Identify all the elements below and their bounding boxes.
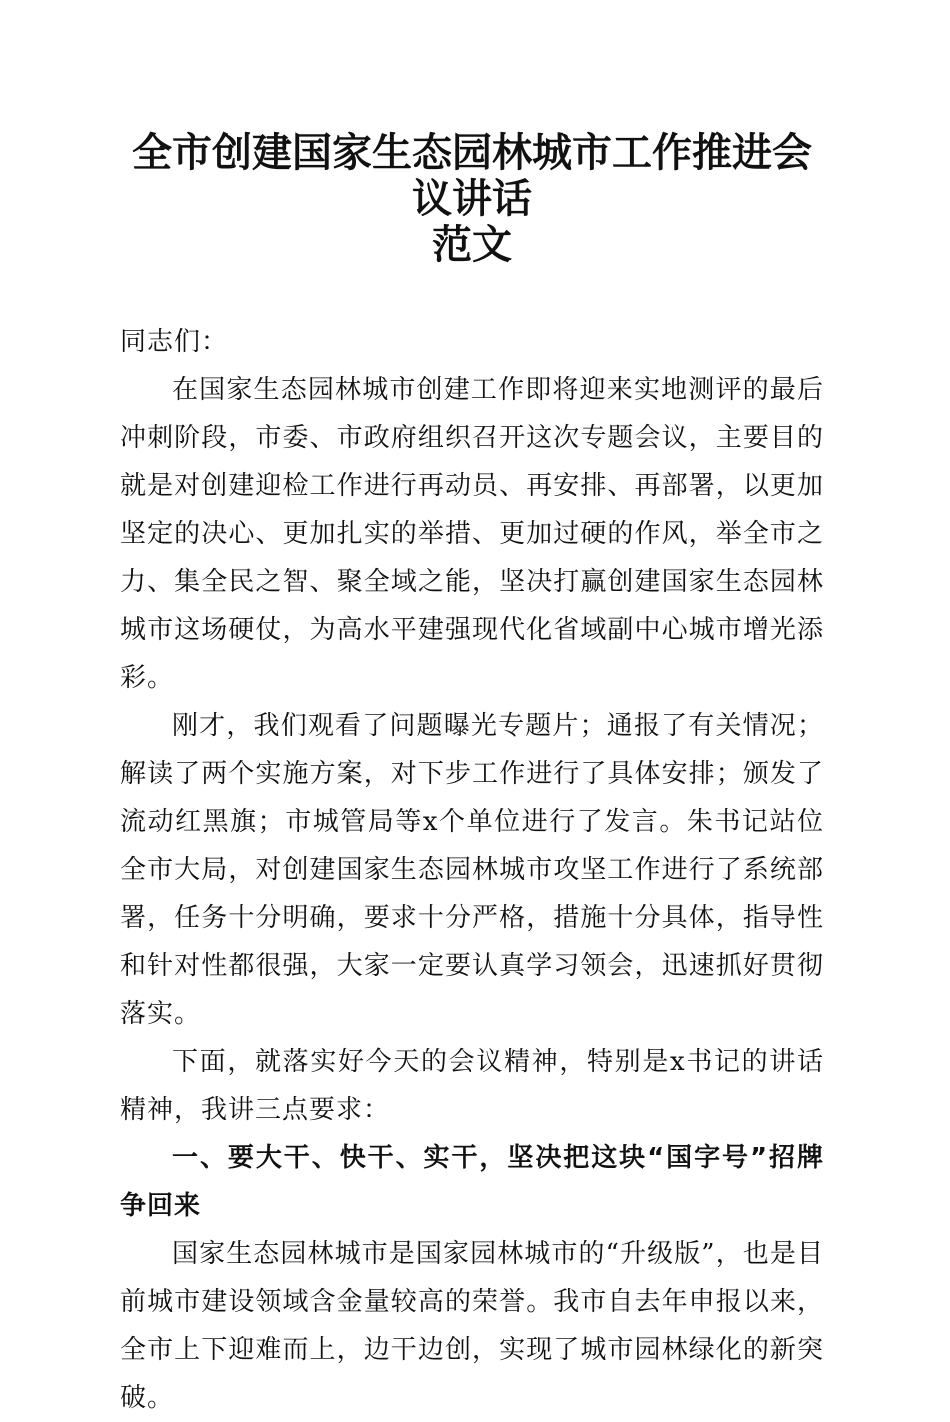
title-line-1: 全市创建国家生态园林城市工作推进会议讲话 (132, 129, 812, 222)
salutation: 同志们： (120, 327, 229, 357)
title-line-2: 范文 (432, 221, 512, 268)
paragraph-3: 下面，就落实好今天的会议精神，特别是x书记的讲话精神，我讲三点要求： (120, 1047, 824, 1125)
document-title (120, 130, 824, 268)
section-heading-1: 一、要大干、快干、实干，坚决把这块“国字号”招牌争回来 (120, 1143, 824, 1221)
document-page (120, 130, 824, 1422)
paragraph-4: 国家生态园林城市是国家园林城市的“升级版”，也是目前城市建设领域含金量较高的荣誉。我市自去年申报以来，全市上下迎难而上，边干边创，实现了城市园林绿化的新突破。 (120, 1239, 824, 1413)
paragraph-2: 刚才，我们观看了问题曝光专题片；通报了有关情况；解读了两个实施方案，对下步工作进行了具体安排；颁发了流动红黑旗；市城管局等x个单位进行了发言。朱书记站位全市大局，对创建国家生态园林城市攻坚工作进行了系统部署，任务十分明确，要求十分严格，措施十分具体，指导性和针对性都很强，大家一定要认真学习领会，迅速抓好贯彻落实。 (120, 711, 824, 1029)
paragraph-1: 在国家生态园林城市创建工作即将迎来实地测评的最后冲刺阶段，市委、市政府组织召开这次专题会议，主要目的就是对创建迎检工作进行再动员、再安排、再部署，以更加坚定的决心、更加扎实的举措、更加过硬的作风，举全市之力、集全民之智、聚全域之能，坚决打赢创建国家生态园林城市这场硬仗，为高水平建强现代化省域副中心城市增光添彩。 (120, 375, 824, 693)
